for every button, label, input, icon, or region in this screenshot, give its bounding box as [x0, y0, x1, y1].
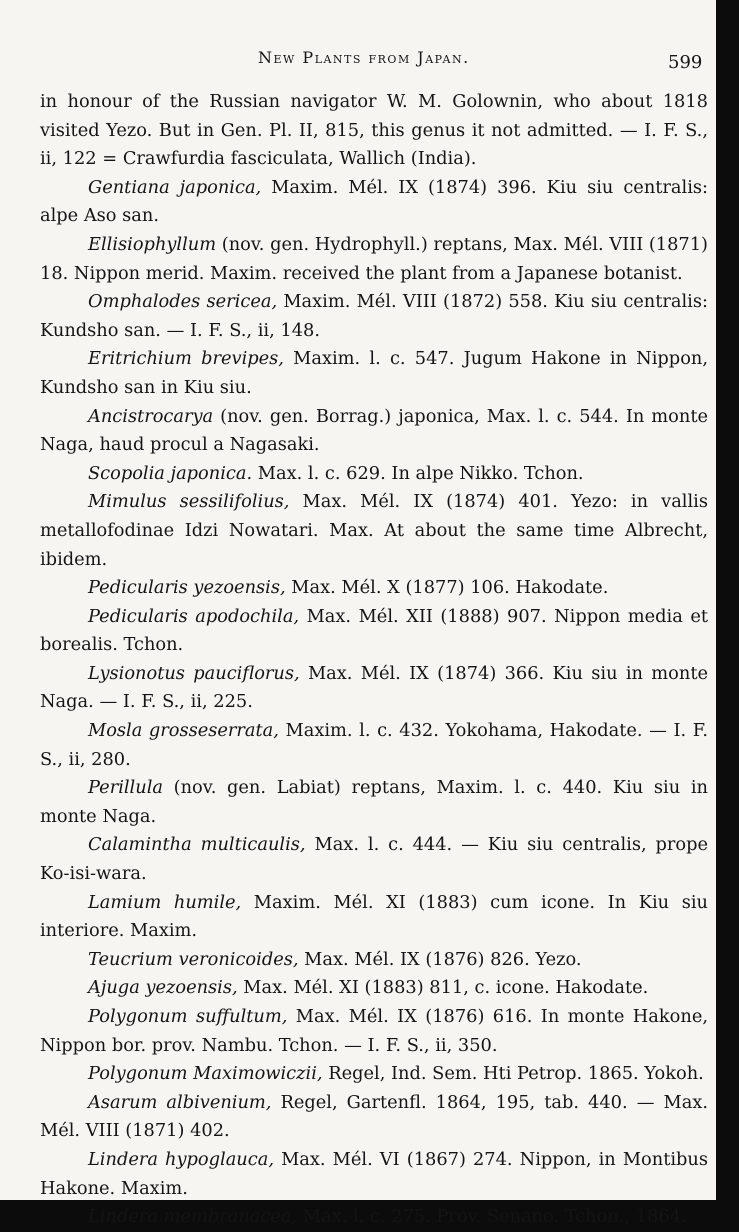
species-name: Omphalodes sericea,	[88, 291, 278, 313]
species-name: Calamintha multicaulis,	[88, 834, 306, 856]
species-name: Eritrichium brevipes,	[88, 348, 284, 370]
species-entry	[40, 488, 708, 574]
species-name: Gentiana japonica,	[88, 176, 262, 198]
species-entry	[40, 231, 708, 288]
species-entry	[40, 174, 708, 231]
species-name: Perillula	[88, 777, 163, 799]
entry-text: Maxim. l. c. 432. Yokohama, Hakodate. — I. F. S., ii, 280.	[40, 720, 708, 770]
entry-text: Max. l. c. 629. In alpe Nikko. Tchon.	[252, 462, 584, 484]
species-name: Lindera membranacea,	[88, 1206, 298, 1228]
species-name: Pedicularis yezoensis,	[88, 577, 286, 599]
species-entry	[40, 1003, 708, 1060]
species-entry	[40, 460, 708, 489]
species-name: Ajuga yezoensis,	[88, 977, 238, 999]
species-name: Lindera hypoglauca,	[88, 1148, 274, 1170]
entry-text: Maxim. Mél. XI (1883) cum icone. In Kiu siu interiore. Maxim.	[40, 891, 708, 942]
species-name: Ancistrocarya	[88, 405, 214, 427]
running-title: New Plants from Japan.	[258, 48, 470, 67]
species-name: Lysionotus pauciflorus,	[88, 662, 300, 684]
species-entry	[40, 1203, 708, 1232]
species-entry	[40, 889, 708, 946]
entry-text: Maxim. Mél. VIII (1872) 558. Kiu siu centralis: Kundsho san. — I. F. S., ii, 148.	[40, 291, 708, 341]
species-name: Polygonum Maximowiczii,	[88, 1063, 323, 1085]
entry-text: Max. l. c. 275. Prov. Senano. Tchon., 1864.	[297, 1206, 687, 1228]
species-entry	[40, 1089, 708, 1146]
species-name: Scopolia japonica.	[88, 462, 253, 484]
page-number: 599	[668, 52, 703, 73]
species-name: Mimulus sessilifolius,	[88, 491, 290, 513]
entry-text: Max. Mél. X (1877) 106. Hakodate.	[285, 577, 609, 599]
species-entry	[40, 660, 708, 717]
species-entry	[40, 345, 708, 402]
species-name: Mosla grosseserrata,	[88, 720, 279, 742]
species-name: Asarum albivenium,	[88, 1091, 272, 1113]
entry-text: Max. Mél. IX (1874) 401. Yezo: in vallis metallofodinae Idzi Nowatari. Max. At about the same time Albrecht, ibidem.	[40, 491, 708, 570]
entry-text: Max. Mél. IX (1876) 826. Yezo.	[298, 948, 582, 970]
species-name: Teucrium veronicoides,	[88, 948, 299, 970]
entry-text: (nov. gen. Borrag.) japonica, Max. l. c. 544. In monte Naga, haud procul a Nagasaki.	[40, 405, 708, 456]
species-name: Lamium humile,	[88, 891, 242, 913]
species-entry	[40, 717, 708, 774]
species-entry	[40, 1146, 708, 1203]
species-entry	[40, 946, 708, 975]
entry-text: Max. Mél. VI (1867) 274. Nippon, in Montibus Hakone. Maxim.	[40, 1148, 708, 1199]
entry-text: Max. Mél. IX (1874) 366. Kiu siu in monte Naga. — I. F. S., ii, 225.	[40, 662, 708, 713]
entry-text: (nov. gen. Hydrophyll.) reptans, Max. Mél. VIII (1871) 18. Nippon merid. Maxim. received the plant from a Japanese botanist.	[40, 233, 708, 284]
continued-paragraph	[40, 88, 708, 174]
species-entry	[40, 831, 708, 888]
species-entry	[40, 403, 708, 460]
species-entry	[40, 574, 708, 603]
entry-text: Max. Mél. XII (1888) 907. Nippon media et borealis. Tchon.	[40, 605, 709, 656]
species-entry	[40, 774, 708, 831]
species-entry	[40, 603, 708, 660]
entry-text: Maxim. Mél. IX (1874) 396. Kiu siu centralis: alpe Aso san.	[40, 176, 709, 227]
entry-text: Max. l. c. 444. — Kiu siu centralis, prope Ko-isi-wara.	[40, 834, 708, 885]
species-entry	[40, 288, 708, 345]
entry-text: (nov. gen. Labiat) reptans, Maxim. l. c. 440. Kiu siu in monte Naga.	[40, 777, 708, 827]
entry-text: Max. Mél. IX (1876) 616. In monte Hakone, Nippon bor. prov. Nambu. Tchon. — I. F. S., ii, 350.	[40, 1006, 708, 1056]
species-entry	[40, 974, 708, 1003]
entry-text: in honour of the Russian navigator W. M. Golownin, who about 1818 visited Yezo. But in Gen. Pl. II, 815, this genus it not admitted. — I. F. S., ii, 122 = Crawfurdia fasciculata, Wallich (India).	[40, 91, 708, 170]
entry-text: Maxim. l. c. 547. Jugum Hakone in Nippon, Kundsho san in Kiu siu.	[40, 348, 709, 398]
page-body	[40, 88, 708, 1232]
species-name: Ellisiophyllum	[88, 233, 217, 255]
entry-text: Regel, Ind. Sem. Hti Petrop. 1865. Yokoh.	[322, 1063, 704, 1085]
species-name: Polygonum suffultum,	[88, 1006, 288, 1027]
entry-text: Regel, Gartenfl. 1864, 195, tab. 440. — Max. Mél. VIII (1871) 402.	[40, 1091, 708, 1142]
species-name: Pedicularis apodochila,	[88, 605, 300, 627]
entry-text: Max. Mél. XI (1883) 811, c. icone. Hakodate.	[237, 977, 649, 999]
species-entry	[40, 1060, 708, 1089]
page-header	[0, 42, 716, 78]
